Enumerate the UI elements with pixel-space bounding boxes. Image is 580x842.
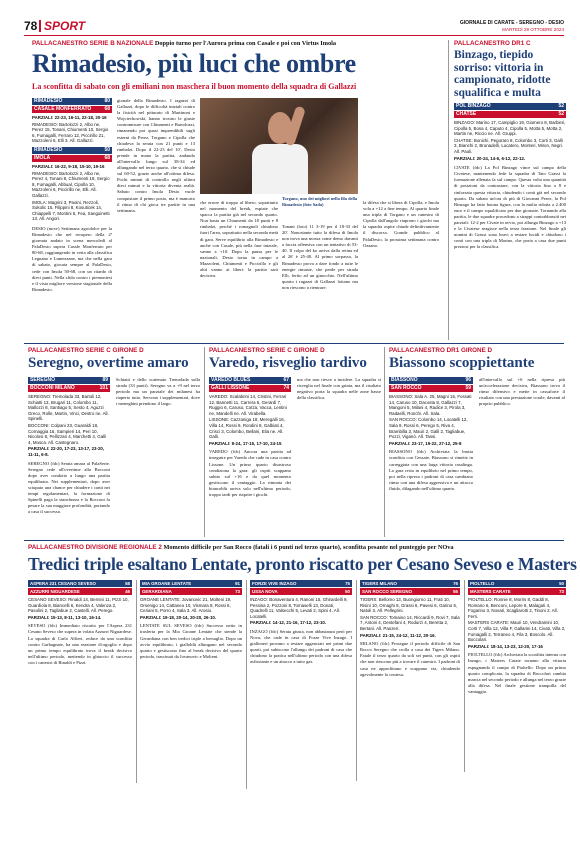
article-body: INZAGO (fdc) Serata giusta, non abbastanza però per Nova, che cade in casa di Forze Vive Inzago. I gialloneri provano a restare agganciati nei primi due quarti, poi subiscono l'allungo dei padroni di casa che chiudono la pratica nell'ultimo periodo con una difesa asfissiante e un attacco a tutto gas.: [250, 628, 352, 665]
header-rule: [24, 35, 564, 36]
lineup: SAN ROCCO: Tomaino 14, Riccardi 9, Rovi 7, Sala 7, Antoni 4, Destefani 4, Rodurzi 4, Beretta 2, Bertani. All. Panzeri.: [360, 614, 460, 631]
partials: PARZIALI: 20-24, 14-6, 6-12, 22-12.: [454, 155, 526, 161]
player-photo: [200, 98, 358, 194]
dr1-article: [384, 347, 566, 537]
team-name: BOCCONI MILANO: [30, 385, 75, 391]
scorebox-casale: [32, 98, 112, 113]
scorebox: [209, 377, 291, 392]
team-points: 55: [453, 589, 458, 594]
lineup: SEREGNO: Tremolada 33, Bartoli 12, Schiatti 13, Brugari 11, Colombo 11, Mallozzi 8, Santiago 5, Sesto 4, Aguzzi Greco, Rolle, Martin, Vinci, Destro ne. All. Spinelli.: [28, 394, 109, 422]
lineup: INZAGO: Bonaventura 4, Ranoni 15, Ghirardelli 9, Pessina 2, Pozzoni 8, Tomaselli 13, Donati, Quadrelli 11, Valsecchi 5, Levati 2, Spini 4. All. Locatelli.: [250, 597, 348, 619]
page-number: 78: [24, 19, 38, 33]
main-subtitle: La sconfitta di sabato con gli emiliani non maschera il buon momento della squadra di Gallazzi: [32, 82, 357, 91]
team-name: ASPERA 231 CESANO SEVESO: [30, 581, 96, 586]
article-body: BIASSONO (fdc) Archiviata la brutta sconfitta con Gessate, Biassono si rimette in carreggiata con una larga vittoria casalinga. La gara resta in equilibrio nel primo tempo, poi nella ripresa i padroni di casa cambiano ritmo con una difesa aggressiva e un attacco fluido, dilagando nell'ultimo quarto.: [389, 449, 473, 491]
partials: PARZIALI: 22-20, 17-23, 13-17, 23-20, 11-11, 6-8.: [28, 446, 105, 457]
kicker-label: PALLACANESTRO DIVISIONE REGIONALE 2: [28, 544, 162, 551]
team-points: 89: [102, 377, 108, 383]
article-body: SEREGNO (fdc) Serata amara al PalaSerte. Seregno cede all'overtime alla Bocconi dopo aver condotto a lungo una partita equilibrata. Nei supplementari, dopo aver sciupato una chance per chiudere i conti nei tempi regolamentari, la formazione di Spinelli paga la stanchezza e la Bocconi fa pesare la sua maggiore profondità, portando a casa il successo.: [28, 460, 110, 515]
team-points: 59: [465, 385, 471, 391]
score-row: [32, 147, 112, 154]
row-rule: [24, 343, 564, 344]
team-points: 50: [559, 581, 564, 586]
team-points: 52: [558, 111, 564, 117]
page-header: [24, 20, 564, 36]
game-column: [246, 580, 352, 789]
kicker-text: Momento difficile per San Rocco (fatali i 6 punti nel terzo quarto), sconfitta pesante nel punteggio per NOva: [163, 544, 454, 551]
scorebox: [28, 377, 110, 392]
score-row: [32, 106, 112, 113]
score-row: [140, 588, 242, 595]
team-name: BIASSONO: [391, 377, 418, 383]
score-row: [209, 377, 291, 384]
divisione-title: Tredici triple esaltano Lentate, pronto riscatto per Cesano Seveso e Masters: [28, 554, 577, 574]
partials: PARZIALI: 15-13, 8-11, 13-10, 16-14.: [28, 614, 102, 620]
team-name: VAREDO BLUES: [211, 377, 251, 383]
partials: PARZIALI: 14-12, 21-16, 17-12, 23-10.: [250, 620, 327, 626]
partials: PARZIALI: 19-18, 20-14, 20-20, 26-10.: [140, 614, 217, 620]
issue-date: MARTEDÌ 29 OTTOBRE 2024: [502, 27, 564, 32]
team-name: SAN ROCCO: [391, 385, 422, 391]
lineup: RIMADESIO: Bartolozzi 2, Albo ne, Perez 15, Tonani, Chiumenti 10, Sergio 6, Fumagalli, Ferraro 12, Piccirillo 21, Mazzoleni 6, Elli 3. All. Gallazzi.: [32, 121, 109, 144]
article-body: SEVESO (fdc) Immediato riscatto per l'Aspera 231 Cesano Seveso che supera in volata Azzurri Niguardese. La squadra di Carlo Alfieri, reduce da una sconfitta contro Garbagnate, ha una reazione d'orgoglio e dopo un primo tempo equilibrato trova il break decisivo nell'ultimo periodo, mettendo in ghiaccio il successo con i canestri di Rinaldi e Pizzi.: [28, 623, 132, 665]
main-article: [24, 40, 444, 340]
team-points: 73: [559, 589, 564, 594]
team-name: GERARDIANA: [142, 589, 172, 594]
score-row: [389, 385, 473, 392]
team-points: 96: [465, 377, 471, 383]
score-row: [32, 98, 112, 105]
team-name: POL BINZAGO: [456, 103, 491, 109]
partials: PARZIALI: 23-17, 19-22, 27-12, 25-8: [389, 440, 462, 446]
article-body: VAREDO (fdc) Ancora una partita ad inseguire per Varedo che cade in casa contro Lissone. Un primo quarto disastroso condiziona la gara: gli ospiti scappano subito sul +16 e da quel momento gestiscono il vantaggio. La rimonta dei biancoblù arriva solo nell'ultimo periodo, troppo tardi per riaprire i giochi.: [209, 449, 291, 497]
main-kicker-text: Doppio turno per l'Aurora prima con Casale e poi con Virtus Imola: [154, 40, 337, 47]
lineup: PIOLTELLO: Ronnie 8, Morris 8, Gaddi 8, Romano 6, Benconi, Lepore 6, Malaguti 4, Fogarino 3, Novati, Scagliarotti 2, Tinoni 2. All. Ferri.: [468, 597, 558, 619]
team-points: 50: [345, 589, 350, 594]
score-row: [250, 580, 352, 587]
lineup: TIGERS: Bellomo 13, Buongiorno 11, Frati 10, Risini 10, Ornaghi 8, Grassi 6, Pavesi 6, Garino 5, Natoli 3. All. Pellegrini.: [360, 597, 458, 614]
score-row: [28, 588, 132, 595]
divisione-kicker: [28, 544, 564, 551]
article-body: all'intervallo sul +6 nella ripresa più un'accelerazione decisiva, Biassono trova il ritmo difensivo e mette in cassaforte il risultato con una prestazione corale, davanti al proprio pubblico.: [479, 377, 565, 407]
team-name: GALLI LISSONE: [211, 385, 250, 391]
team-points: 75: [345, 581, 350, 586]
left-col: [28, 377, 110, 531]
sidebar-article: [448, 40, 566, 340]
score-row: [28, 580, 132, 587]
kicker: PALLACANESTRO SERIE C GIRONE D: [209, 347, 325, 354]
score-row: [454, 111, 566, 118]
game-column: [28, 580, 132, 773]
team-name: CHATSE: [456, 111, 477, 117]
scorebox: [28, 580, 132, 595]
article-body: MILANO (fdc) Prosegue il periodo difficile di San Rocco Seregno che crolla a casa dei Tigers Milano. Fatale il terzo quarto da soli sei punti, con gli ospiti che non riescono più a trovare il canestro. I padroni di casa ne approfittano e scappano via, chiudendo agevolmente la contesa.: [360, 641, 460, 677]
sidebar-title: Binzago, tiepido sorriso: vittoria in campionato, ridotte squalifica e multa: [454, 49, 551, 99]
lineup: SAN ROCCO: Colombo 14, Locatelli 12, Sala 9, Rossi 6, Perego 5, Riva 4, Brambilla 3, Mauri 2, Galli 2, Tagliabue, Pozzi, Viganò. All. Tassi.: [389, 417, 468, 440]
headline: Seregno, overtime amaro: [28, 355, 189, 371]
main-title: Rimadesio, più luci che ombre: [32, 49, 356, 78]
game-column: [136, 580, 242, 783]
kicker: PALLACANESTRO SERIE C GIRONE D: [28, 347, 144, 354]
team-points: 58: [125, 581, 130, 586]
score-row: [468, 588, 566, 595]
score-row: [140, 580, 242, 587]
team-points: 68: [104, 106, 110, 112]
team-name: FORZE VIVE INZAGO: [252, 581, 297, 586]
score-row: [209, 385, 291, 392]
partials: PARZIALI: 8-24, 17-15, 17-10, 24-15: [209, 440, 282, 446]
kicker: PALLACANESTRO DR1 GIRONE D: [389, 347, 493, 354]
team-points: 91: [235, 581, 240, 586]
lineup: VAREDO: Scalabrini 14, Cristini, Ferrari 12, Bannetti 11, Carrera 6, Gerardi 7, Ruggio 6, Caruso, Cotza, Vacca, Lentini ne, Mandelli ne. All. Virabella.: [209, 394, 287, 416]
team-name: RIMADESIO: [34, 98, 63, 104]
team-name: AZZURRI NIGUARDESE: [30, 589, 80, 594]
newspaper-name: GIORNALE DI CARATE - SEREGNO - DESIO: [459, 20, 564, 26]
team-points: 76: [453, 581, 458, 586]
team-points: 101: [99, 385, 108, 391]
score-box-column: [32, 98, 112, 293]
lineup: CHATSE: Bonichi, Pegoraro 8, Colombo 3, Corti 3, Galli 3, Bianchi 2, Brunadelli, Lucatero, Monteri, Miron, Negri. All. Paoli.: [454, 137, 564, 154]
player-jersey: [252, 144, 308, 194]
scorebox: [250, 580, 352, 595]
article-body: DESIO (mrsv) Settimana agrodolce per la Rimadesio che nel recupero della 2ª giornata andato in scena mercoledì al PalaDesio supera Casale Monferrato per 80-68, raggiungendo in vetta alla classifica Legnano e Lumezzane, ma che nella gara di sabato, giocata sempre al PalaDesio, cede con Imola 50-68, con un ritardo di dieci punti. Nella sfida contro i piemontesi e il vista migliore versione stagionale della Rimadesio.: [32, 225, 112, 292]
article-body: PIOLTELLO (fdc) Archiviata la sconfitta interna con Inzago, i Masters Carate tornano alla vittoria espugnando il campo di Pioltello. Dopo un primo quarto complicato, la squadra di Boccolari cambia marcia nel secondo periodo e allunga nel terzo grazie alla difesa. Nel finale gestione tranquilla del vantaggio.: [468, 652, 566, 694]
score-row: [28, 377, 110, 384]
team-name: MIA GROANE LENTATE: [142, 581, 192, 586]
section-sport: [39, 20, 41, 32]
scorebox-binzago: [454, 103, 566, 118]
team-name: IMOLA: [34, 154, 51, 161]
partials: PARZIALI: 22-23, 16-11, 22-18, 20-16: [32, 115, 107, 120]
partials: PARZIALI: 16-22, 9-18, 15-10, 19-16: [32, 163, 105, 169]
lineup: BIASSONO: Sala A. 25, Magni 15, Fossati 14, Caruso 10, Dacosta 8, Gallazzi 7, Mangoni 5, Milani 4, Radice 3, Pirola 3, Radaelli, Ronchi. All. Sala.: [389, 394, 472, 416]
team-points: 68: [104, 154, 110, 161]
team-name: RIMADESIO: [34, 146, 63, 153]
score-row: [389, 377, 473, 384]
lineup: RIMADESIO: Bartolozzi 2, Albo ne, Perez 4, Tonani 8, Chiumenti 18, Sergio 8, Fumagalli, Abbual, Cipolla 10, Mazzoleni 6, Piccirillo ne, Elli. All. Gallazzi.: [32, 170, 110, 198]
lineup: GROANE LENTATE: Jovanovic 21, Molteni 19, Orsenigo 14, Cattaneo 10, Vismara 9, Rossi 6, Ceriani 5, Porro 4, Sala 3. All. Arosio.: [140, 597, 232, 614]
sidebar-kicker: PALLACANESTRO DR1 C: [454, 40, 531, 47]
team-name: SEREGNO: [30, 377, 56, 383]
photo-caption: Torgano, uno dei migliori nella fila della Rimadesio (foto Sada): [282, 196, 358, 207]
headline: Biassono scoppiettante: [389, 355, 535, 371]
divisione-games: [28, 580, 566, 835]
serie-c-article-1: [28, 347, 200, 537]
lineup: BINZAGO: Marino 17, Campiglio 19, Giomero 8, Barbieri, Cipolla 5, Bosa 4, Caputo 4, Cipolla 5, Motta 5, Motta 2, Martin ne, Riccio ne. All. Gruppi.: [454, 120, 566, 137]
serie-c-article-2: [204, 347, 380, 537]
partials: PARZIALI: 18-14, 13-23, 12-20, 17-16: [468, 643, 543, 649]
article-body: Tonani (foto) 11 3-19 per il 18-33 del 20'. Nonostante tutto la difesa di Imola non trova una mossa come demo davanti a faccia offensiva con un tentativo di 53-40. Il colpo del ko arriva dalla retina ed al 26' è 25-40. Al primo sorpasso, la Rimadesio prova a dare fondo a tutte le energie rimaste, che perde per strada Elli, ferito ad un ginocchio. Nell'ultimo quarto i ragazzi di Gallazzi lottano ma non riescono a rientrare.: [282, 224, 358, 290]
article-body: LENTATE SUL SEVESO (fdc) Successo netto in trasferta per la Mia Groane Lentate che stende la Gerardiana con ben tredici triple a bersaglio. Dopo un avvio equilibrato, i gialloblù allungano nel secondo quarto e gestiscono fino al break decisivo del quarto periodo, trascinati da Jovanovic e Molteni.: [140, 623, 242, 659]
lineup: BOCCONI: Colpani 23, Guaraldi 18, Cornaggia 16, Sampieri 14, Peri 10, Nicolosi 8, Pellizzari 4, Marchetti 4, Galli 4, Mosca. All. Castegnaro.: [28, 422, 107, 445]
score-row: [360, 580, 460, 587]
article-body: ma che non riesce a incidere. La squadra si risveglia nel finale con grinta, ma il risultato negativo porta la squadra nelle zone basse della classifica.: [297, 377, 381, 401]
game-column: [356, 580, 460, 781]
lineup: IMOLA: Magrini 3, Paoini, Rezzoli, Sokolic 15, Filippini 8, Kosuticek 14, Chiappelli 7, Montini 6, Fea, Sanguinetti 13. All. Angori.: [32, 199, 110, 222]
lineup: CESANO SEVESO: Rinaldi 14, Bernini 11, Pizzi 10, Guardiola 8, Biancelli 6, Kendra 4, Valenza 2, Pasolini 2, Tagliabue 2, Castelli. All. Perego.: [28, 597, 129, 614]
score-row: [28, 385, 110, 392]
score-row: [454, 103, 566, 110]
score-row: [250, 588, 352, 595]
article-body: che errore di troppo al libero, soprattutto nel momento del break, espiate che spacca la partita già nel secondo quarto. Non basta un Chiumenti da 18 punti e 8 rimbalzi, perché i romagnoli chiudono fuori l'area, soprattutto nella seconda metà di gara. Serve equilibrio alla Rimadesio e anche con Casale, più nella fase iniziale, vanno a +10. Dopo la pausa per le nazionali, Desio torna in campo a Mazzoleni, Chiumenti e Piccirillo e gli altri vanno ai liberi: la partita sarà decisiva.: [200, 200, 278, 279]
team-points: 52: [558, 103, 564, 109]
article-body: la difesa che si libera di Cipolla, e Imola vola a +12 a fine tempo. Al quarto finale una tripla di Torgano e un canestro di Cipolla dall'angolo riaprono i giochi ma la squadra ospite chiude definitivamente il discorso. Grande pubblico al PalaDesio, la prossima settimana contro Ozzano.: [363, 200, 439, 248]
section-name: SPORT: [44, 19, 86, 33]
partials: PARZIALI: 21-15, 24-12, 11-12, 20-16.: [360, 632, 436, 638]
team-name: MASTERS CARATE: [470, 589, 511, 594]
game-column: [464, 580, 566, 772]
team-name: TIGERS MILANO: [362, 581, 397, 586]
score-row: [360, 588, 460, 595]
score-row: [468, 580, 566, 587]
score-row: [32, 155, 112, 162]
headline: Varedo, risveglio tardivo: [209, 355, 367, 371]
team-points: 80: [104, 98, 110, 104]
scorebox: [389, 377, 473, 392]
team-points: 74: [283, 385, 289, 391]
scorebox: [468, 580, 566, 595]
team-points: 50: [104, 146, 110, 153]
lineup: MASTERS CARATE: Mauri 10, Vendramini 10, Corti 7, Villa 12, Villa F, Gallarini 14, Civati, Villa 2, Fumagalli 2, Terraneo 4, Fila 3, Boscolo. All. Boccolari.: [468, 620, 566, 643]
team-name: USSA NOVA: [252, 589, 278, 594]
left-col: [389, 377, 473, 513]
lineup: LISSONE: Cazzaniga 18, Meregalli 16, Villa 14, Rossi 9, Rondini 8, Galbiati 4, Crisci 3, Colombo, Bellani, Elia ne. All. Galli.: [209, 417, 285, 440]
row-rule: [24, 540, 564, 541]
main-kicker: [32, 40, 452, 47]
team-points: 67: [283, 377, 289, 383]
left-col: [209, 377, 291, 519]
article-body: Schiatti e dello scatenato Tremolada sulla strada (33 punti). Seregno va a +9 nel terzo periodo ma un parziale dei milanesi ha riaperto tutto. Servono i supplementari, dove i meneghini prendono il largo.: [116, 377, 200, 407]
main-kicker-label: PALLACANESTRO SERIE B NAZIONALE: [32, 40, 154, 47]
team-name: SAN ROCCO SEREGNO: [362, 589, 413, 594]
article-body: CIVATE (fdc) La Pol Binzago vince sul campo della Civatese, mantenendo fede la squadra di Tato Grassi la formazione allenata fa sul campo. Questa volta una quantità di posizioni da contrastare, con la vittoria fino a 8 e rinforzata questa vittoria, chiudendo i conti già nel secondo quarto. Da sabato un'ora di più di Giovanni Perez, la Pol Binzago ha fatto buona figura, con la multa ridotta a 2.400 euro e il campo squalificato per due giornate. Tornando alla partita, le due squadre procedono a strappi contrabbassiti nei parziali: 12-2 per Civate in avvio, poi allunga Binzago a +13 e la Civatese reagisce nella terza frazione. Nel finale gli uomini di Grassi sono bravi a restare lucidi e chiudono i conti con una tripla di Marino, che porta a casa due punti preziosi per la classifica.: [454, 165, 566, 250]
team-name: PIOLTELLO: [470, 581, 495, 586]
scorebox-imola: [32, 147, 112, 162]
scorebox: [360, 580, 460, 595]
article-body: gionale della Rimadesio. I ragazzi di Gallazzi, dopo le difficoltà iniziali contro la fisicità nel pitturato di Martinoni e Wojciechowski, hanno trovato le giuste contromisure con Chiumenti e Bartolozzi, rimanendo poi quasi imprendibili sugli esterni da Perez, Torgano e Cipolla che chiudeva la serata con 21 punti e 13 rimbalzi. Dopo il 22-23 del 10', Desio prende in mano la partita, andando all'intervallo lungo sul 38-34 ed allungando nel terzo quarto, che si chiude sul 60-52, grazie anche all'ottima difesa. Pochi minuti di controllo negli ultimi dieci minuti e la vittoria diventa realtà. Sabato contro Imola Desio vuole conquistare il primo posto, ma è mancato il ritmo di chi gioca tre partite in una settimana.: [117, 98, 195, 213]
scorebox: [140, 580, 242, 595]
team-points: 46: [125, 589, 130, 594]
team-name: CASALE MONFERRATO: [34, 106, 92, 112]
team-points: 73: [235, 589, 240, 594]
